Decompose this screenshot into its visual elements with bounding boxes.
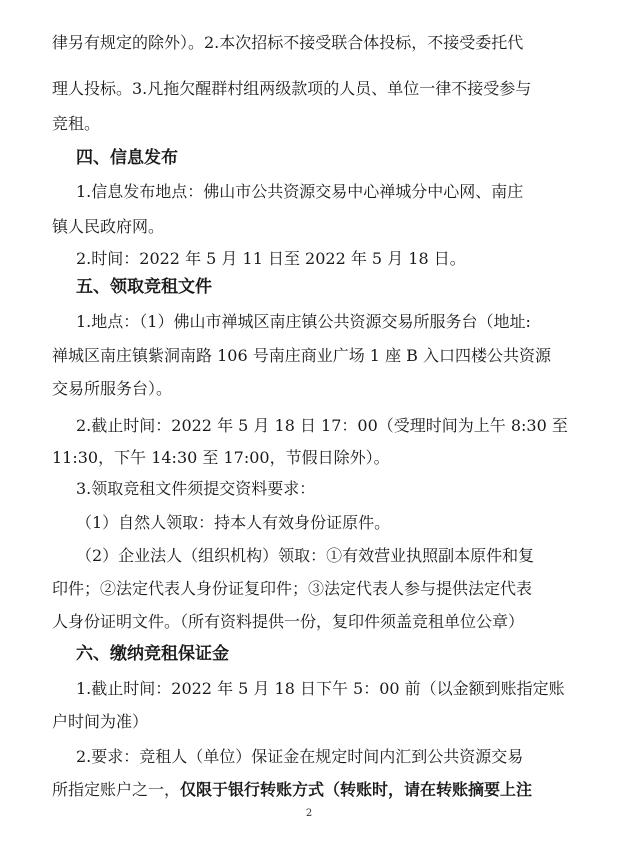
body-line: 1.地点：（1）佛山市禅城区南庄镇公共资源交易所服务台（地址: xyxy=(76,312,531,331)
section-heading-info-release: 四、信息发布 xyxy=(76,148,178,168)
body-line: 人身份证明文件。（所有资料提供一份，复印件须盖竞租单位公章） xyxy=(52,612,525,631)
page-number: 2 xyxy=(305,808,313,819)
body-line: 11:30，下午 14:30 至 17:00，节假日除外）。 xyxy=(52,448,390,467)
body-line: 3.领取竞租文件须提交资料要求： xyxy=(76,479,316,498)
body-line: 竞租。 xyxy=(52,114,101,133)
body-line: （2）企业法人（组织机构）领取：①有效营业执照副本原件和复 xyxy=(76,546,535,565)
body-text: 所指定账户之一， xyxy=(52,780,181,799)
body-line: 2.时间：2022 年 5 月 11 日至 2022 年 5 月 18 日。 xyxy=(76,249,466,268)
section-heading-deposit: 六、缴纳竞租保证金 xyxy=(76,644,229,664)
emphasized-text: 仅限于银行转账方式（转账时，请在转账摘要上注 xyxy=(180,780,533,799)
body-line: 户时间为准） xyxy=(52,712,149,731)
body-line: 交易所服务台）。 xyxy=(52,379,173,398)
body-line: 禅城区南庄镇紫洞南路 106 号南庄商业广场 1 座 B 入口四楼公共资源 xyxy=(52,346,551,365)
body-line: 镇人民政府网。 xyxy=(52,217,165,236)
body-line: 2.截止时间：2022 年 5 月 18 日 17：00（受理时间为上午 8:30 至 xyxy=(76,416,568,435)
body-line: 2.要求：竞租人（单位）保证金在规定时间内汇到公共资源交易 xyxy=(76,747,524,766)
body-line: 印件；②法定代表人身份证复印件；③法定代表人参与提供法定代表 xyxy=(52,579,533,598)
section-heading-obtain-documents: 五、领取竞租文件 xyxy=(76,277,212,297)
body-line: 1.截止时间：2022 年 5 月 18 日下午 5：00 前（以金额到账指定账 xyxy=(76,679,565,698)
body-line-mixed xyxy=(52,774,618,805)
body-line: 1.信息发布地点：佛山市公共资源交易中心禅城分中心网、南庄 xyxy=(76,182,524,201)
body-line: （1）自然人领取：持本人有效身份证原件。 xyxy=(76,513,391,532)
body-line: 理人投标。3.凡拖欠醒群村组两级款项的人员、单位一律不接受参与 xyxy=(52,79,532,98)
body-line: 律另有规定的除外）。2.本次招标不接受联合体投标，不接受委托代 xyxy=(52,33,524,52)
